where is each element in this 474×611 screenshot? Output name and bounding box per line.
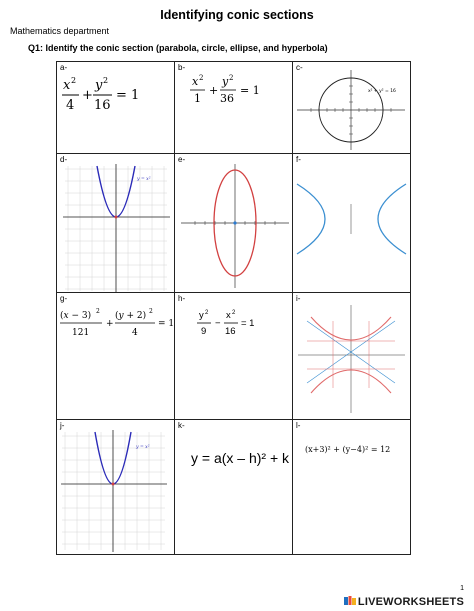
cell-a: [57, 62, 175, 154]
equation-b: [175, 70, 293, 114]
cell-g: [57, 293, 175, 420]
cell-c: [293, 62, 410, 154]
svg-text:16: 16: [94, 98, 111, 113]
cell-f: [293, 154, 410, 293]
circle-graph-label: x² + y² = 16: [368, 89, 396, 94]
worksheet-title: Identifying conic sections: [160, 8, 314, 22]
department-label: Mathematics department: [10, 26, 110, 36]
svg-text:y: y: [95, 78, 103, 93]
cell-label-h: h-: [178, 294, 186, 303]
liveworksheets-logo: [344, 596, 464, 608]
equation-a: [57, 72, 175, 122]
svg-text:x: x: [192, 75, 199, 88]
cell-label-a: a-: [60, 63, 68, 72]
equation-h: [175, 305, 293, 349]
hyperbola-graph-i: [293, 293, 410, 420]
hyperbola-graph-f: [293, 154, 410, 293]
svg-text:9: 9: [201, 326, 207, 337]
cell-label-c: c-: [296, 63, 303, 72]
cell-label-g: g-: [60, 294, 68, 303]
cell-e: [175, 154, 293, 293]
svg-text:(y + 2): (y + 2): [115, 311, 147, 321]
svg-text:= 1: = 1: [116, 88, 140, 103]
cell-label-f: f-: [296, 155, 301, 164]
cell-label-j: j-: [60, 421, 65, 430]
svg-text:+: +: [82, 88, 93, 103]
cell-label-b: b-: [178, 63, 186, 72]
svg-text:16: 16: [225, 326, 236, 337]
parabola-graph-j: [57, 420, 175, 554]
svg-text:+: +: [209, 84, 219, 97]
svg-text:2: 2: [229, 74, 234, 82]
svg-text:2: 2: [71, 76, 77, 85]
equation-l: (x+3)² + (y−4)² = 12: [305, 445, 391, 454]
svg-text:x: x: [63, 78, 71, 93]
cell-k: [175, 420, 293, 554]
circle-graph: [293, 62, 410, 154]
cell-label-k: k-: [178, 421, 185, 430]
svg-text:2: 2: [149, 308, 153, 315]
svg-text:2: 2: [96, 308, 100, 315]
svg-text:x: x: [226, 310, 231, 321]
conic-grid: [56, 61, 411, 555]
cell-d: [57, 154, 175, 293]
equation-k: y = a(x – h)² + k: [191, 450, 290, 466]
svg-text:1: 1: [194, 92, 201, 105]
svg-text:4: 4: [132, 328, 138, 338]
cell-j: [57, 420, 175, 554]
svg-text:= 1: = 1: [158, 319, 175, 329]
parabola-graph-d-label: y = x²: [137, 177, 151, 182]
svg-text:−: −: [215, 318, 221, 329]
svg-text:2: 2: [205, 310, 209, 316]
liveworksheets-icon: [344, 596, 356, 606]
cell-i: [293, 293, 410, 420]
parabola-graph-j-label: y = x²: [136, 445, 150, 450]
svg-text:121: 121: [72, 328, 90, 338]
page-number: 1: [460, 585, 464, 592]
svg-text:2: 2: [103, 76, 109, 85]
cell-h: [175, 293, 293, 420]
question-text: Q1: Identify the conic section (parabola, circle, ellipse, and hyperbola): [28, 43, 328, 53]
svg-text:4: 4: [66, 98, 75, 113]
cell-label-l: l-: [296, 421, 301, 430]
svg-text:+: +: [106, 319, 114, 329]
svg-text:y: y: [222, 75, 229, 88]
svg-text:= 1: = 1: [240, 84, 260, 97]
equation-g: [57, 303, 175, 353]
parabola-graph-d: [57, 154, 175, 293]
svg-text:36: 36: [220, 92, 234, 105]
cell-b: [175, 62, 293, 154]
svg-text:(x − 3): (x − 3): [60, 311, 92, 321]
cell-label-i: i-: [296, 294, 301, 303]
cell-label-d: d-: [60, 155, 68, 164]
svg-text:2: 2: [232, 310, 236, 316]
ellipse-graph: [175, 154, 293, 293]
cell-label-e: e-: [178, 155, 186, 164]
svg-text:y: y: [199, 310, 204, 321]
svg-text:= 1: = 1: [241, 318, 255, 329]
cell-l: [293, 420, 410, 554]
svg-text:2: 2: [199, 74, 204, 82]
brand-text: LIVEWORKSHEETS: [357, 596, 464, 608]
